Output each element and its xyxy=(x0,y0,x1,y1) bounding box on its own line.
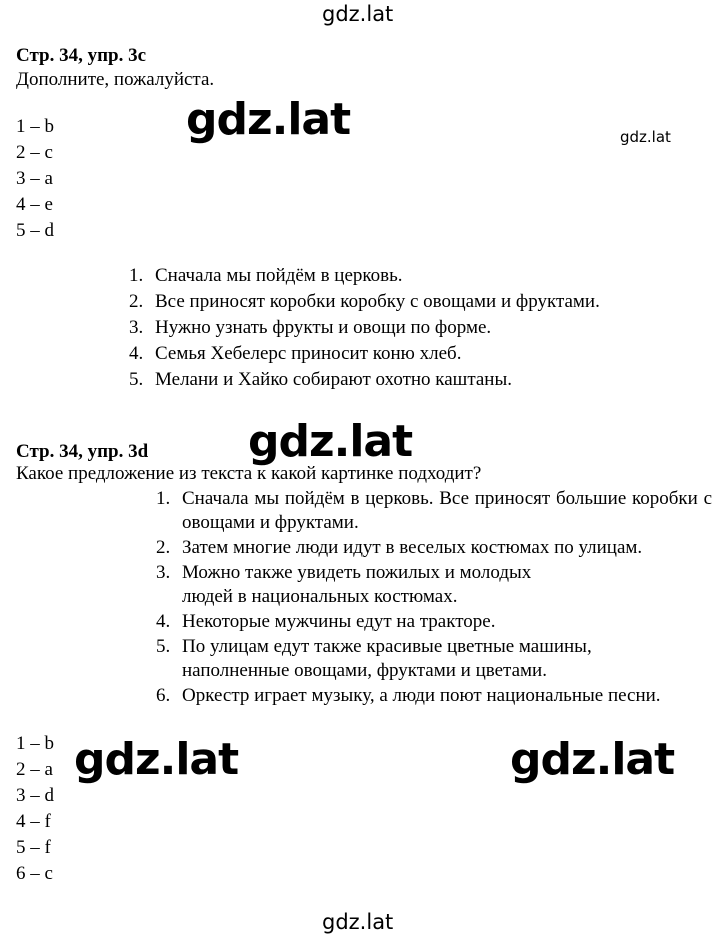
section1-instruction: Дополните, пожалуйста. xyxy=(16,69,215,90)
watermark-large-1: gdz.lat xyxy=(186,94,351,145)
section2-sentence-list xyxy=(156,487,712,724)
sentence-text: По улицам едут также красивые цветные машины, наполненные овощами, фруктами и цветами. xyxy=(182,636,592,681)
list-number: 3. xyxy=(129,317,144,338)
section1-sentence-list xyxy=(129,264,709,394)
watermark-large-4: gdz.lat xyxy=(510,734,675,785)
section2-answers xyxy=(16,731,54,887)
sentence-text: Сначала мы пойдём в церковь. Все приносят большие коробки с овощами и фруктами. xyxy=(182,488,712,533)
section2-heading: Стр. 34, упр. 3d xyxy=(16,441,149,462)
list-number: 1. xyxy=(129,265,144,286)
answer-item: 3 – d xyxy=(16,785,54,806)
list-number: 2. xyxy=(156,537,171,558)
sentence-text: Сначала мы пойдём в церковь. xyxy=(155,265,403,286)
sentence-text: Некоторые мужчины едут на тракторе. xyxy=(182,611,496,632)
list-number: 5. xyxy=(129,369,144,390)
list-number: 5. xyxy=(156,636,171,657)
sentence-text: Семья Хебелерс приносит коню хлеб. xyxy=(155,343,462,364)
sentence-text: Все приносят коробки коробку с овощами и фруктами. xyxy=(155,291,600,312)
list-item xyxy=(156,610,712,635)
section1-answers xyxy=(16,114,54,244)
answer-item: 6 – c xyxy=(16,863,53,884)
answer-item: 3 – a xyxy=(16,168,53,189)
list-number: 1. xyxy=(156,488,171,509)
section1-heading: Стр. 34, упр. 3c xyxy=(16,45,147,66)
answer-item: 1 – b xyxy=(16,116,54,137)
watermark-large-3: gdz.lat xyxy=(74,734,239,785)
section2-instruction: Какое предложение из текста к какой картинке подходит? xyxy=(16,463,482,484)
list-item xyxy=(129,264,709,290)
list-item xyxy=(129,290,709,316)
answer-item: 4 – f xyxy=(16,811,51,832)
list-item xyxy=(156,561,542,610)
sentence-text: Можно также увидеть пожилых и молодых людей в национальных костюмах. xyxy=(182,562,532,607)
watermark-small-right: gdz.lat xyxy=(620,128,671,146)
list-item xyxy=(156,684,702,724)
sentence-text: Мелани и Хайко собирают охотно каштаны. xyxy=(155,369,512,390)
answer-item: 2 – c xyxy=(16,142,53,163)
answer-item: 4 – e xyxy=(16,194,53,215)
list-item xyxy=(129,342,709,368)
list-item xyxy=(156,635,652,684)
answer-item: 5 – d xyxy=(16,220,54,241)
watermark-top: gdz.lat xyxy=(322,2,394,26)
watermark-bottom: gdz.lat xyxy=(322,910,394,934)
answer-item: 2 – a xyxy=(16,759,53,780)
sentence-text: Нужно узнать фрукты и овощи по форме. xyxy=(155,317,492,338)
answer-item: 1 – b xyxy=(16,733,54,754)
sentence-text: Затем многие люди идут в веселых костюмах по улицам. xyxy=(182,537,643,558)
list-item xyxy=(156,487,712,536)
list-item xyxy=(129,316,709,342)
list-item xyxy=(129,368,709,394)
sentence-text: Оркестр играет музыку, а люди поют национальные песни. xyxy=(182,685,661,706)
list-item xyxy=(156,536,712,561)
list-number: 4. xyxy=(156,611,171,632)
watermark-large-2: gdz.lat xyxy=(248,416,413,467)
list-number: 6. xyxy=(156,685,171,706)
list-number: 3. xyxy=(156,562,171,583)
list-number: 4. xyxy=(129,343,144,364)
answer-item: 5 – f xyxy=(16,837,51,858)
list-number: 2. xyxy=(129,291,144,312)
